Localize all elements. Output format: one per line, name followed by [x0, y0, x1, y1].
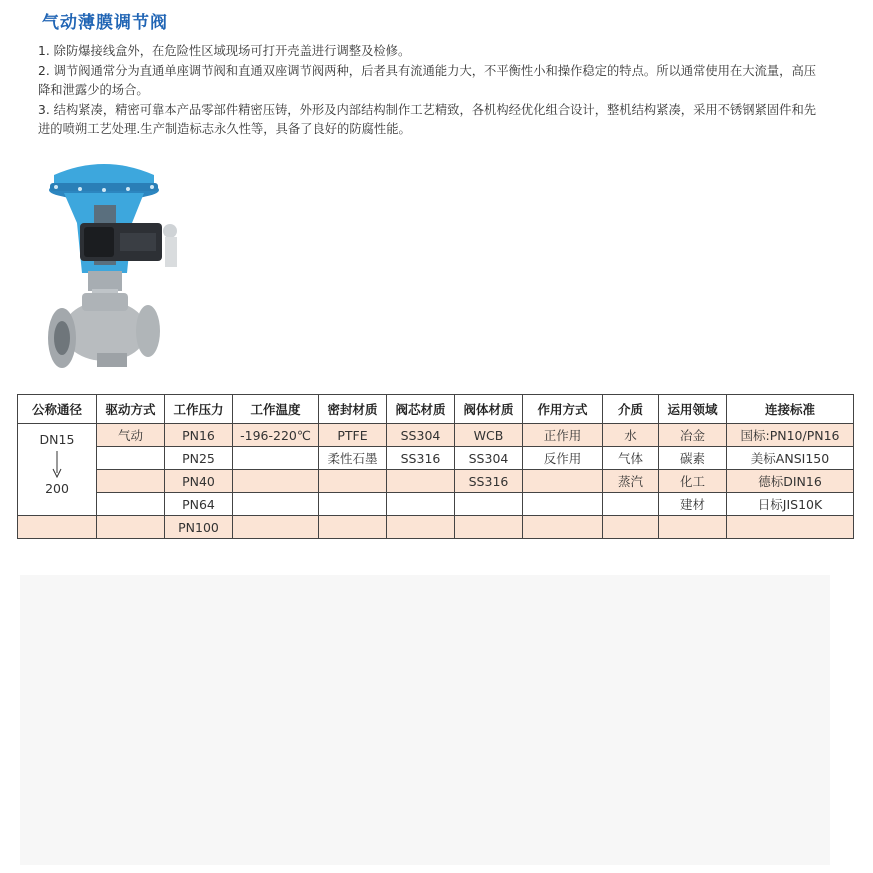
table-cell: [387, 470, 455, 493]
table-header: 连接标准: [727, 395, 854, 424]
table-cell: PN40: [165, 470, 233, 493]
table-cell: 气体: [603, 447, 659, 470]
table-header: 驱动方式: [97, 395, 165, 424]
table-cell: [727, 516, 854, 539]
table-cell: SS304: [455, 447, 523, 470]
table-cell: [97, 470, 165, 493]
description-item: 2. 调节阀通常分为直通单座调节阀和直通双座调节阀两种，后者具有流通能力大，不平衡性小和操作稳定的特点。所以通常使用在大流量，高压降和泄露少的场合。: [38, 63, 817, 97]
table-header-row: [18, 395, 854, 424]
table-cell: [233, 447, 319, 470]
arrow-down-icon: [51, 451, 63, 479]
table-cell: [455, 493, 523, 516]
nominal-diameter-cell: [18, 424, 97, 516]
table-row: [18, 447, 854, 470]
table-row: [18, 516, 854, 539]
valve-product-image: [42, 153, 197, 375]
table-cell: [233, 493, 319, 516]
dn-start: DN15: [39, 432, 75, 447]
table-cell: -196-220℃: [233, 424, 319, 447]
table-row: [18, 493, 854, 516]
table-header: 工作压力: [165, 395, 233, 424]
table-cell: 水: [603, 424, 659, 447]
placeholder-image-area: [20, 575, 830, 865]
table-cell: 碳素: [659, 447, 727, 470]
table-cell: [387, 516, 455, 539]
table-cell: [523, 516, 603, 539]
table-header: 介质: [603, 395, 659, 424]
table-cell: PN16: [165, 424, 233, 447]
table-cell: 美标ANSI150: [727, 447, 854, 470]
table-header: 工作温度: [233, 395, 319, 424]
table-cell: [97, 447, 165, 470]
table-header: 运用领域: [659, 395, 727, 424]
table-cell: PTFE: [319, 424, 387, 447]
table-cell: [523, 470, 603, 493]
table-cell: [18, 516, 97, 539]
table-cell: SS316: [387, 447, 455, 470]
table-header: 阀芯材质: [387, 395, 455, 424]
table-cell: 国标:PN10/PN16: [727, 424, 854, 447]
page-title: 气动薄膜调节阀: [42, 13, 168, 33]
table-cell: PN100: [165, 516, 233, 539]
table-cell: [97, 516, 165, 539]
table-cell: [233, 470, 319, 493]
table-cell: 建材: [659, 493, 727, 516]
table-cell: [455, 516, 523, 539]
table-cell: 正作用: [523, 424, 603, 447]
table-cell: [319, 493, 387, 516]
table-cell: PN25: [165, 447, 233, 470]
table-header: 密封材质: [319, 395, 387, 424]
table-row: [18, 424, 854, 447]
table-cell: [319, 516, 387, 539]
table-cell: 德标DIN16: [727, 470, 854, 493]
table-cell: PN64: [165, 493, 233, 516]
table-cell: 冶金: [659, 424, 727, 447]
table-cell: [319, 470, 387, 493]
table-header: 公称通径: [18, 395, 97, 424]
table-header: 作用方式: [523, 395, 603, 424]
dn-end: 200: [45, 481, 69, 496]
description-item: 3. 结构紧凑，精密可靠本产品零部件精密压铸，外形及内部结构制作工艺精致，各机构经优化组合设计，整机结构紧凑，采用不锈钢紧固件和先进的喷朔工艺处理.生产制造标志永久性等，具备了良好的防腐性能。: [38, 102, 817, 136]
table-cell: [603, 516, 659, 539]
table-row: [18, 470, 854, 493]
table-cell: [659, 516, 727, 539]
table-cell: SS316: [455, 470, 523, 493]
table-cell: [387, 493, 455, 516]
table-cell: 蒸汽: [603, 470, 659, 493]
table-cell: [97, 493, 165, 516]
spec-table: [17, 394, 854, 539]
description: [38, 42, 828, 140]
table-header: 阀体材质: [455, 395, 523, 424]
table-cell: 反作用: [523, 447, 603, 470]
table-cell: [603, 493, 659, 516]
table-cell: 日标JIS10K: [727, 493, 854, 516]
table-cell: SS304: [387, 424, 455, 447]
table-cell: [523, 493, 603, 516]
description-item: 1. 除防爆接线盒外，在危险性区域现场可打开壳盖进行调整及检修。: [38, 44, 411, 58]
table-cell: 柔性石墨: [319, 447, 387, 470]
table-cell: WCB: [455, 424, 523, 447]
table-cell: [233, 516, 319, 539]
table-cell: 气动: [97, 424, 165, 447]
table-cell: 化工: [659, 470, 727, 493]
